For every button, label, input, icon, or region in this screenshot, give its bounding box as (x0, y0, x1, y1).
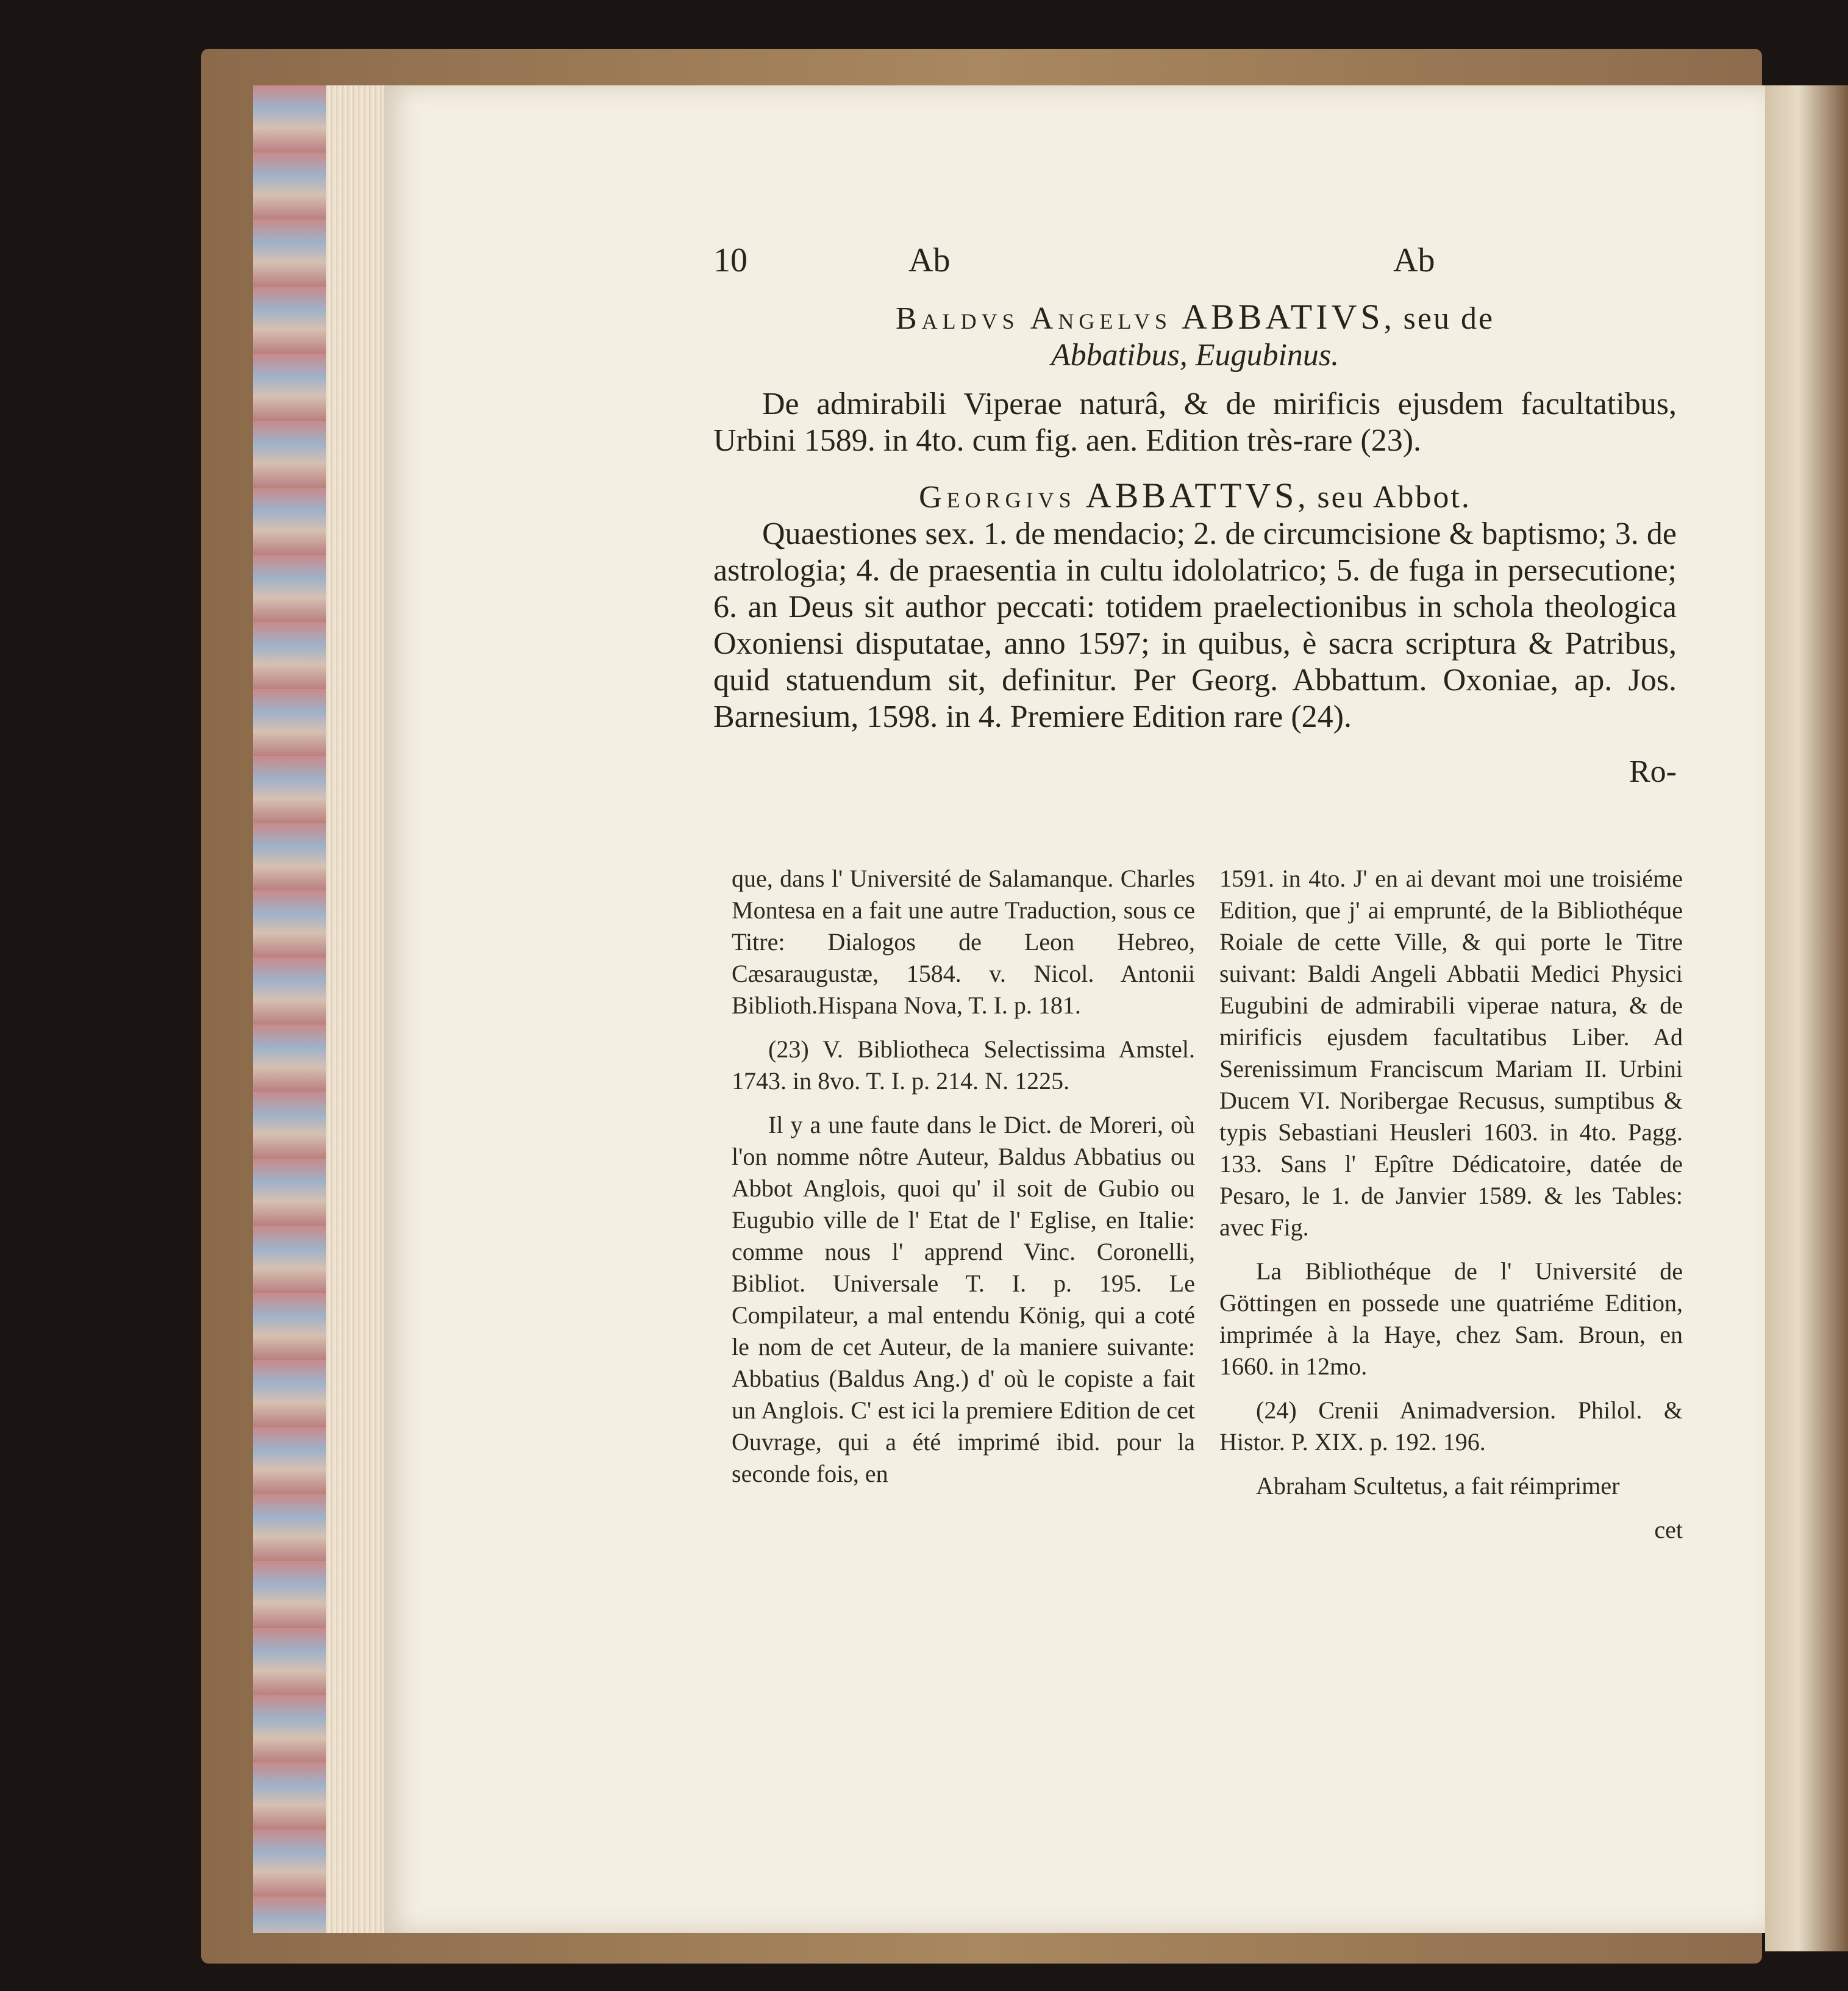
entry2-text: Quaestiones sex. 1. de mendacio; 2. de circumcisione & baptismo; 3. de astrologia; 4. de praesentia in cultu idololatrico; 5. de fuga in persecutione; 6. an Deus sit author peccati: totidem praelectionibus in schola theologica Oxoniensi disputatae, anno 1597; in quibus, è sacra scriptura & Patribus, quid statuendum sit, definitur. Per Georg. Abbattum. Oxoniae, ap. Jos. Barnesium, 1598. in 4. Premiere Edition rare (24). (713, 517, 1677, 734)
catchword: Ro- (1629, 754, 1677, 789)
entry1-heading: Baldvs Angelvs ABBATIVS, seu de (895, 297, 1495, 337)
note-23: (23) V. Bibliotheca Selectissima Amstel. 1743. in 8vo. T. I. p. 214. N. 1225. (732, 1035, 1195, 1095)
entry1-subheading: Abbatibus, Eugubinus. (1051, 338, 1340, 373)
note-right-1: 1591. in 4to. J' en ai devant moi une troisiéme Edition, que j' ai emprunté, de la Bibliothéque Roiale de cette Ville, & qui porte le Titre suivant: Baldi Angeli Abbatii Medici Physici Eugubini de admirabili viperae natura, & de mirificis ejusdem facultatibus Liber. Ad Serenissimum Franciscum Mariam II. Urbini Ducem VI. Noribergae Recusus, sumptibus & typis Sebastiani Heusleri 1603. in 4to. Pagg. 133. Sans l' Epître Dédicatoire, datée de Pesaro, le 1. de Janvier 1589. & les Tables: avec Fig. (1219, 865, 1683, 1241)
entry1-text: De admirabili Viperae naturâ, & de mirificis ejusdem facultatibus, Urbini 1589. in 4to. cum fig. aen. Edition très-rare (23). (713, 387, 1677, 458)
note-left-3: Il y a une faute dans le Dict. de Moreri, où l'on nomme nôtre Auteur, Baldus Abbatius ou Abbot Anglois, quoi qu' il soit de Gubio ou Eugubio ville de l' Etat de l' Eglise, en Italie: comme nous l' apprend Vinc. Coronelli, Bibliot. Universale T. I. p. 195. Le Compilateur, a mal entendu König, qui a coté le nom de cet Auteur, de la maniere suivante: Abbatius (Baldus Ang.) d' où le copiste a fait un Anglois. C' est ici la premiere Edition de cet Ouvrage, qui a été imprimé ibid. pour la seconde fois, en (732, 1111, 1195, 1487)
note-left-1: que, dans l' Université de Salamanque. Charles Montesa en a fait une autre Traduction, sous ce Titre: Dialogos de Leon Hebreo, Cæsaraugustæ, 1584. v. Nicol. Antonii Biblioth.Hispana Nova, T. I. p. 181. (732, 865, 1195, 1019)
note-right-2: La Bibliothéque de l' Université de Göttingen en possede une quatriéme Edition, imprimée à la Haye, chez Sam. Broun, en 1660. in 12mo. (1219, 1257, 1683, 1380)
note-24: (24) Crenii Animadversion. Philol. & Histor. P. XIX. p. 192. 196. (1219, 1396, 1683, 1456)
entry2-heading: Georgivs ABBATTVS, seu Abbot. (919, 476, 1471, 515)
page-stack (326, 85, 390, 1933)
main-text (713, 299, 1677, 790)
page-number: 10 (713, 241, 747, 279)
facing-page-edge (1765, 85, 1848, 1951)
notes-right-column (1219, 863, 1683, 1546)
running-head-right: Ab (1393, 241, 1435, 279)
running-head-left: Ab (908, 241, 951, 279)
running-head (713, 241, 1445, 284)
notes-catchword: cet (1654, 1516, 1683, 1543)
notes-left-column (732, 863, 1195, 1502)
note-right-4: Abraham Scultetus, a fait réimprimer (1256, 1472, 1620, 1500)
